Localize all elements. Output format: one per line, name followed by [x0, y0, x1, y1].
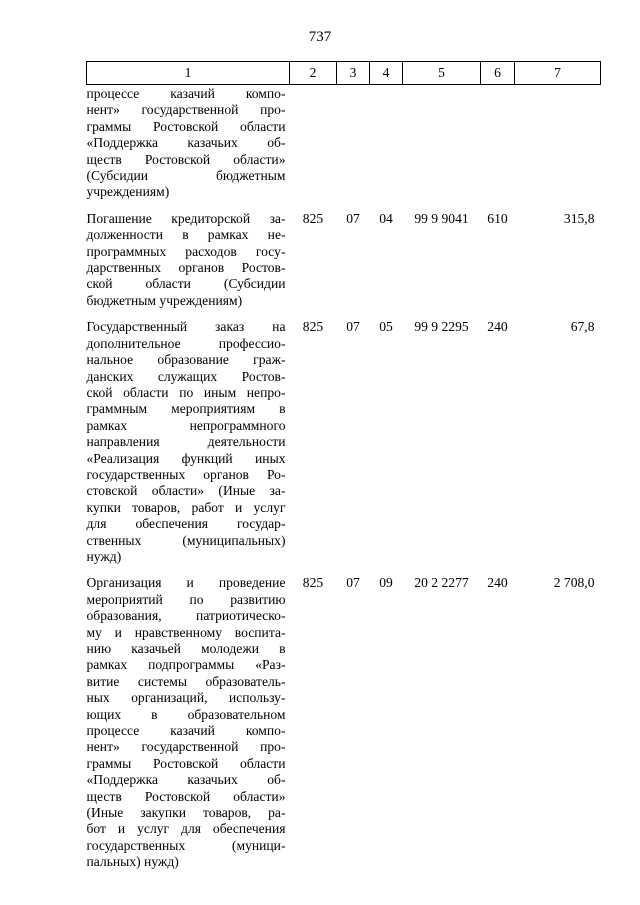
cell-admin-code: 825	[302, 210, 324, 226]
description-line: данских служащих Ростов-	[86, 368, 286, 384]
cell-section	[337, 85, 370, 201]
cell-admin-code	[290, 85, 337, 201]
table-body	[87, 85, 601, 871]
cell-target-article: 99 9 2295	[414, 319, 469, 335]
description-line: витие системы образователь-	[86, 673, 286, 689]
description-line: дополнительное профессио-	[86, 335, 286, 351]
description-line: «Поддержка казачьих об-	[86, 135, 286, 151]
cell-admin-code: 825	[302, 575, 324, 591]
description-line: процессе казачий компо-	[86, 86, 286, 101]
description-line: (Субсидии бюджетным	[86, 168, 286, 184]
description-line: нент» государственной про-	[86, 739, 286, 755]
column-header-6: 6	[481, 62, 515, 85]
column-header-4: 4	[370, 62, 403, 85]
row-description	[87, 565, 290, 870]
cell-expense-type	[481, 85, 515, 201]
cell-subsection: 09	[379, 575, 393, 591]
cell-target-article: 20 2 2277	[414, 575, 469, 591]
description-line: долженности в рамках не-	[86, 227, 286, 243]
table-row	[87, 565, 601, 870]
table-header-row	[87, 62, 601, 85]
description-line: ской области по иным непро-	[86, 384, 286, 400]
row-description	[87, 201, 290, 309]
description-line: учреждениям)	[86, 184, 170, 200]
description-line: Погашение кредиторской за-	[86, 210, 286, 226]
description-line: направления деятельности	[86, 434, 286, 450]
description-line: пальных) нужд)	[86, 854, 179, 870]
description-line: ющих в образовательном	[86, 706, 286, 722]
description-line: ственных (муниципальных)	[86, 532, 286, 548]
column-header-3: 3	[337, 62, 370, 85]
table-row	[87, 85, 601, 201]
description-line: рамках подпрограммы «Раз-	[86, 657, 286, 673]
cell-target-article: 99 9 9041	[414, 210, 469, 226]
cell-expense-type: 240	[487, 575, 508, 591]
row-description	[87, 309, 290, 565]
cell-expense-type: 240	[487, 319, 508, 335]
description-line: нент» государственной про-	[86, 102, 286, 118]
cell-subsection: 04	[379, 210, 393, 226]
table-row	[87, 201, 601, 309]
description-line: процессе казачий компо-	[86, 723, 286, 739]
description-line: нию казачьей молодежи в	[86, 641, 286, 656]
description-line: образования, патриотическо-	[86, 608, 286, 624]
column-header-5: 5	[403, 62, 481, 85]
description-line: (Иные закупки товаров, ра-	[86, 805, 286, 821]
description-line: ных организаций, использу-	[86, 690, 286, 706]
description-line: мероприятий по развитию	[86, 591, 286, 607]
description-line: купки товаров, работ и услуг	[86, 499, 286, 515]
description-line: Организация и проведение	[86, 575, 286, 591]
description-line: бюджетным учреждениям)	[86, 292, 243, 308]
description-line: му и нравственному воспита-	[86, 624, 286, 640]
cell-amount: 67,8	[570, 319, 595, 335]
row-description	[87, 85, 290, 201]
description-line: бот и услуг для обеспечения	[86, 821, 286, 837]
description-line: граммным мероприятиям в	[86, 401, 286, 417]
cell-subsection: 05	[379, 319, 393, 335]
cell-section: 07	[346, 575, 360, 591]
description-line: ществ Ростовской области»	[86, 151, 286, 167]
description-line: «Поддержка казачьих об-	[86, 772, 286, 788]
cell-admin-code: 825	[302, 319, 324, 335]
budget-table	[86, 61, 601, 871]
page-number: 737	[308, 29, 332, 45]
cell-target-article	[403, 85, 481, 201]
column-header-7: 7	[515, 62, 601, 85]
description-line: Государственный заказ на	[86, 319, 286, 335]
cell-expense-type: 610	[487, 210, 508, 226]
description-line: государственных (муници-	[86, 837, 286, 853]
column-header-1: 1	[87, 62, 290, 85]
description-line: ской области (Субсидии	[86, 276, 286, 292]
description-line: граммы Ростовской области	[86, 755, 286, 771]
description-line: дарственных органов Ростов-	[86, 260, 286, 276]
cell-amount: 315,8	[563, 210, 595, 226]
description-line: «Реализация функций иных	[86, 450, 286, 466]
cell-amount	[515, 85, 601, 201]
description-line: граммы Ростовской области	[86, 118, 286, 134]
description-line: нальное образование граж-	[86, 352, 286, 368]
description-line: государственных органов Ро-	[86, 466, 286, 482]
cell-subsection	[370, 85, 403, 201]
table-row	[87, 309, 601, 565]
description-line: рамках непрограммного	[86, 417, 286, 433]
description-line: для обеспечения государ-	[86, 516, 286, 532]
cell-section: 07	[346, 210, 360, 226]
description-line: стовской области» (Иные за-	[86, 483, 286, 499]
cell-amount: 2 708,0	[553, 575, 595, 591]
description-line: нужд)	[86, 548, 122, 564]
column-header-2: 2	[290, 62, 337, 85]
description-line: ществ Ростовской области»	[86, 788, 286, 804]
cell-section: 07	[346, 319, 360, 335]
description-line: программных расходов госу-	[86, 243, 286, 259]
